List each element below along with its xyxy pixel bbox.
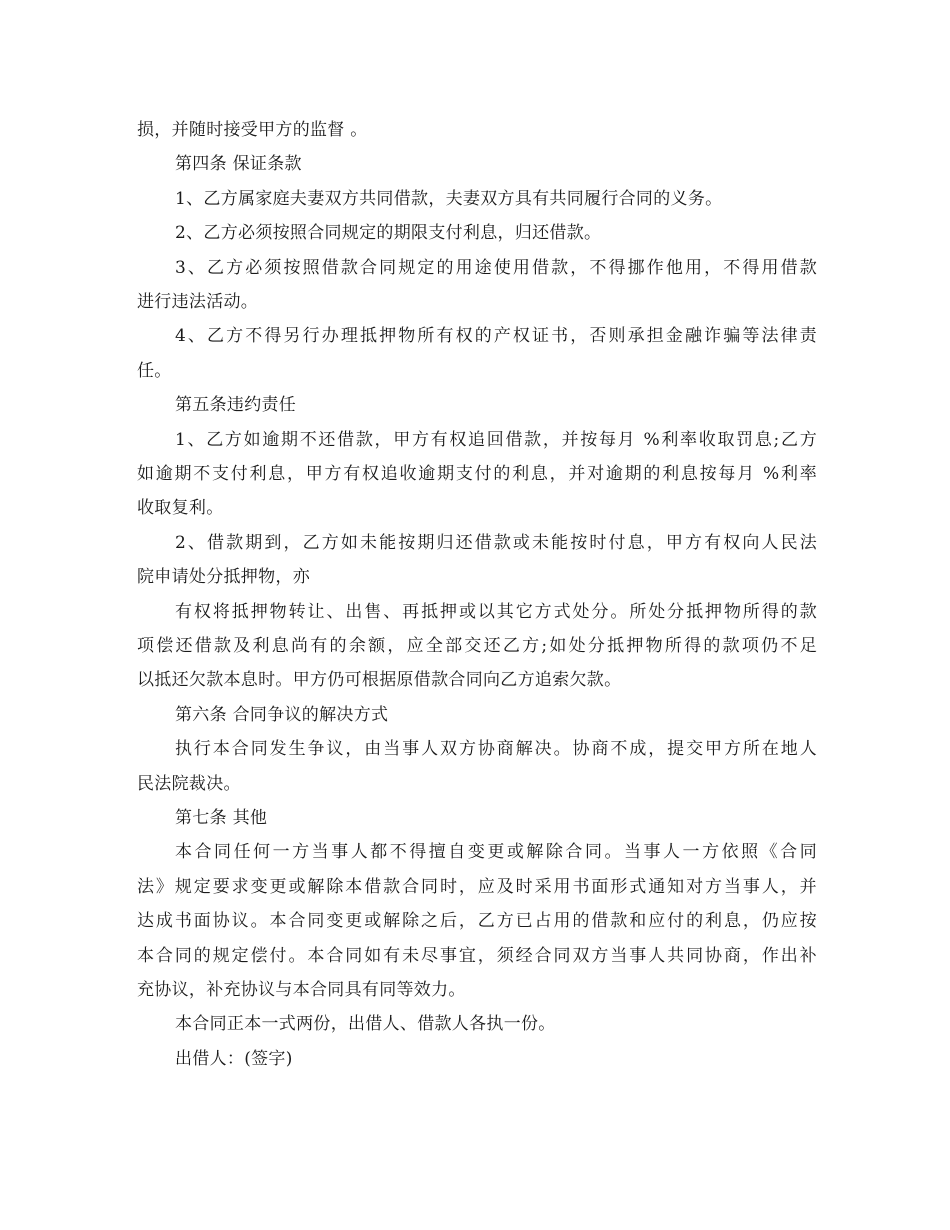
text-line: 项偿还借款及利息尚有的余额，应全部交还乙方;如处分抵押物所得的款项仍不足: [137, 636, 817, 656]
text-line: 第四条 保证条款: [175, 154, 302, 174]
text-line: 第七条 其他: [175, 808, 268, 828]
text-line: 本合同任何一方当事人都不得擅自变更或解除合同。当事人一方依照《合同: [175, 842, 817, 862]
text-line: 如逾期不支付利息，甲方有权追收逾期支付的利息，并对逾期的利息按每月 %利率: [137, 464, 817, 484]
text-line: 3、乙方必须按照借款合同规定的用途使用借款，不得挪作他用，不得用借款: [175, 258, 817, 278]
text-line: 1、乙方如逾期不还借款，甲方有权追回借款，并按每月 %利率收取罚息;乙方: [175, 430, 817, 450]
text-line: 收取复利。: [137, 498, 224, 518]
text-line: 第六条 合同争议的解决方式: [175, 705, 389, 725]
text-line: 出借人：(签字): [175, 1049, 293, 1069]
text-line: 2、借款期到，乙方如未能按期归还借款或未能按时付息，甲方有权向人民法: [175, 533, 817, 553]
text-line: 以抵还欠款本息时。甲方仍可根据原借款合同向乙方追索欠款。: [137, 670, 622, 690]
text-line: 本合同的规定偿付。本合同如有未尽事宜，须经合同双方当事人共同协商，作出补: [137, 946, 817, 966]
text-line: 执行本合同发生争议，由当事人双方协商解决。协商不成，提交甲方所在地人: [175, 739, 817, 759]
text-line: 充协议，补充协议与本合同具有同等效力。: [137, 980, 466, 1000]
text-line: 有权将抵押物转让、出售、再抵押或以其它方式处分。所处分抵押物所得的款: [175, 602, 817, 622]
text-line: 本合同正本一式两份，出借人、借款人各执一份。: [175, 1014, 556, 1034]
text-line: 4、乙方不得另行办理抵押物所有权的产权证书，否则承担金融诈骗等法律责: [175, 326, 817, 346]
text-line: 2、乙方必须按照合同规定的期限支付利息，归还借款。: [175, 223, 602, 243]
text-line: 进行违法活动。: [137, 292, 259, 312]
text-line: 达成书面协议。本合同变更或解除之后，乙方已占用的借款和应付的利息，仍应按: [137, 911, 817, 931]
text-line: 第五条违约责任: [175, 395, 297, 415]
text-line: 1、乙方属家庭夫妻双方共同借款，夫妻双方具有共同履行合同的义务。: [175, 189, 723, 209]
text-line: 院申请处分抵押物，亦: [137, 567, 310, 587]
text-line: 民法院裁决。: [137, 774, 241, 794]
text-line: 损，并随时接受甲方的监督 。: [137, 120, 368, 140]
text-line: 任。: [137, 361, 172, 381]
text-line: 法》规定要求变更或解除本借款合同时，应及时采用书面形式通知对方当事人，并: [137, 877, 817, 897]
